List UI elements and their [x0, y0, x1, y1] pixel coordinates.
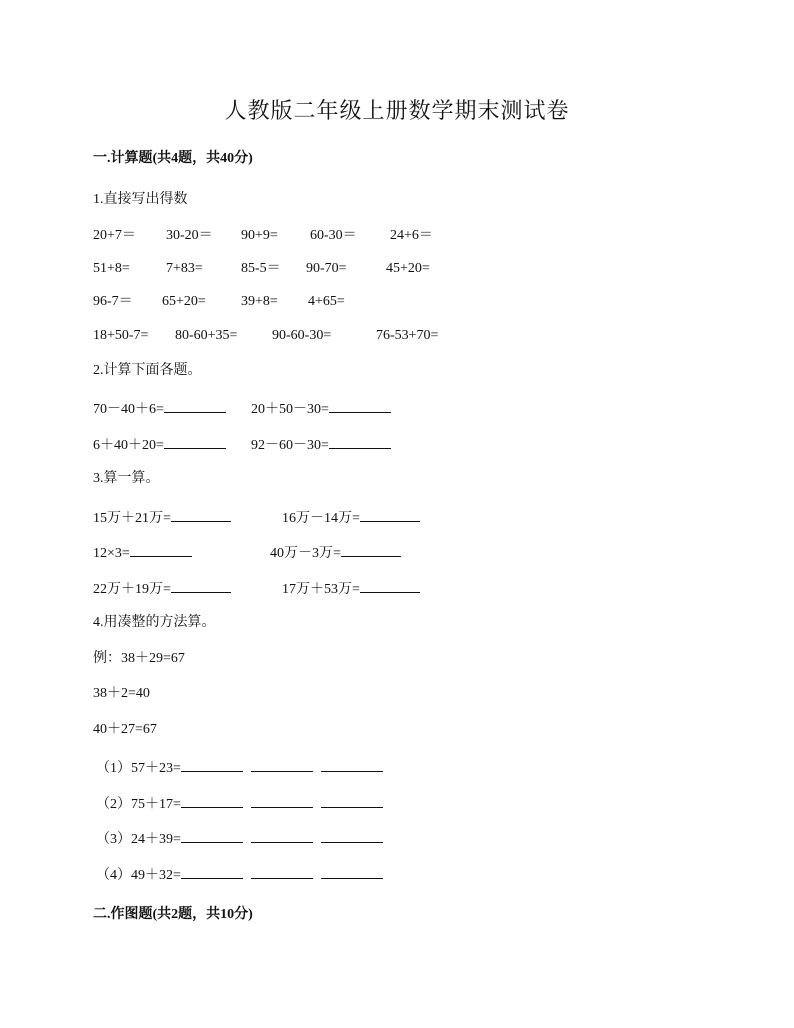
q1-expr: 39+8=	[241, 294, 278, 309]
q1-expr: 20+7＝	[93, 228, 136, 243]
q3-expr: 15万＋21万=	[93, 511, 171, 526]
q2-item	[93, 434, 226, 455]
q4-expr: （1）57＋23=	[96, 761, 181, 776]
q4-label: 4.用凑整的方法算。	[93, 615, 216, 630]
q1-expr: 90+9=	[241, 228, 278, 243]
answer-blank[interactable]	[171, 507, 231, 522]
q2-expr: 70－40＋6=	[93, 402, 164, 417]
q2-expr: 6＋40＋20=	[93, 438, 164, 453]
answer-blank[interactable]	[329, 398, 391, 413]
q3-item	[93, 507, 231, 528]
q1-expr: 76-53+70=	[376, 328, 439, 343]
answer-blank[interactable]	[164, 398, 226, 413]
q3-item	[270, 542, 401, 563]
section1-heading: 一.计算题(共4题，共40分)	[93, 151, 253, 166]
q3-item	[93, 578, 231, 599]
q3-item	[282, 507, 420, 528]
answer-blank[interactable]	[164, 434, 226, 449]
answer-blank[interactable]	[360, 507, 420, 522]
q4-expr: （3）24＋39=	[96, 832, 181, 847]
q1-expr: 4+65=	[308, 294, 345, 309]
page-title: 人教版二年级上册数学期末测试卷	[224, 98, 570, 123]
q3-expr: 22万＋19万=	[93, 582, 171, 597]
answer-blank[interactable]	[171, 578, 231, 593]
q1-expr: 96-7＝	[93, 294, 133, 309]
q3-expr: 12×3=	[93, 546, 130, 561]
q3-item	[93, 542, 192, 563]
answer-blank[interactable]	[321, 828, 383, 843]
q1-expr: 24+6＝	[390, 228, 433, 243]
section2-heading: 二.作图题(共2题，共10分)	[93, 907, 253, 922]
answer-blank[interactable]	[329, 434, 391, 449]
answer-blank[interactable]	[321, 793, 383, 808]
q4-example-line: 例：38＋29=67	[93, 651, 185, 666]
q1-expr: 45+20=	[386, 261, 430, 276]
answer-blank[interactable]	[181, 757, 243, 772]
q2-expr: 20＋50－30=	[251, 402, 329, 417]
q4-expr: （2）75＋17=	[96, 797, 181, 812]
q4-item	[96, 793, 383, 814]
answer-blank[interactable]	[341, 542, 401, 557]
q1-expr: 51+8=	[93, 261, 130, 276]
answer-blank[interactable]	[360, 578, 420, 593]
q4-item	[96, 864, 383, 885]
q2-item	[93, 398, 226, 419]
answer-blank[interactable]	[251, 828, 313, 843]
answer-blank[interactable]	[181, 828, 243, 843]
q1-expr: 7+83=	[166, 261, 203, 276]
q4-item	[96, 828, 383, 849]
answer-blank[interactable]	[251, 757, 313, 772]
q3-item	[282, 578, 420, 599]
q2-item	[251, 434, 391, 455]
q4-example-line: 40＋27=67	[93, 722, 157, 737]
q1-expr: 80-60+35=	[175, 328, 238, 343]
q1-expr: 30-20＝	[166, 228, 213, 243]
answer-blank[interactable]	[251, 864, 313, 879]
answer-blank[interactable]	[321, 864, 383, 879]
q3-expr: 17万＋53万=	[282, 582, 360, 597]
q3-expr: 40万－3万=	[270, 546, 341, 561]
q1-expr: 65+20=	[162, 294, 206, 309]
q2-label: 2.计算下面各题。	[93, 363, 202, 378]
q1-expr: 90-60-30=	[272, 328, 332, 343]
q4-item	[96, 757, 383, 778]
q1-label: 1.直接写出得数	[93, 192, 188, 207]
q1-expr: 90-70=	[306, 261, 347, 276]
answer-blank[interactable]	[321, 757, 383, 772]
answer-blank[interactable]	[130, 542, 192, 557]
q4-example-line: 38＋2=40	[93, 686, 150, 701]
q4-expr: （4）49＋32=	[96, 868, 181, 883]
answer-blank[interactable]	[251, 793, 313, 808]
answer-blank[interactable]	[181, 864, 243, 879]
answer-blank[interactable]	[181, 793, 243, 808]
q1-expr: 60-30＝	[310, 228, 357, 243]
q3-label: 3.算一算。	[93, 471, 160, 486]
q1-expr: 18+50-7=	[93, 328, 149, 343]
q2-item	[251, 398, 391, 419]
q1-expr: 85-5＝	[241, 261, 281, 276]
q3-expr: 16万－14万=	[282, 511, 360, 526]
q2-expr: 92－60－30=	[251, 438, 329, 453]
